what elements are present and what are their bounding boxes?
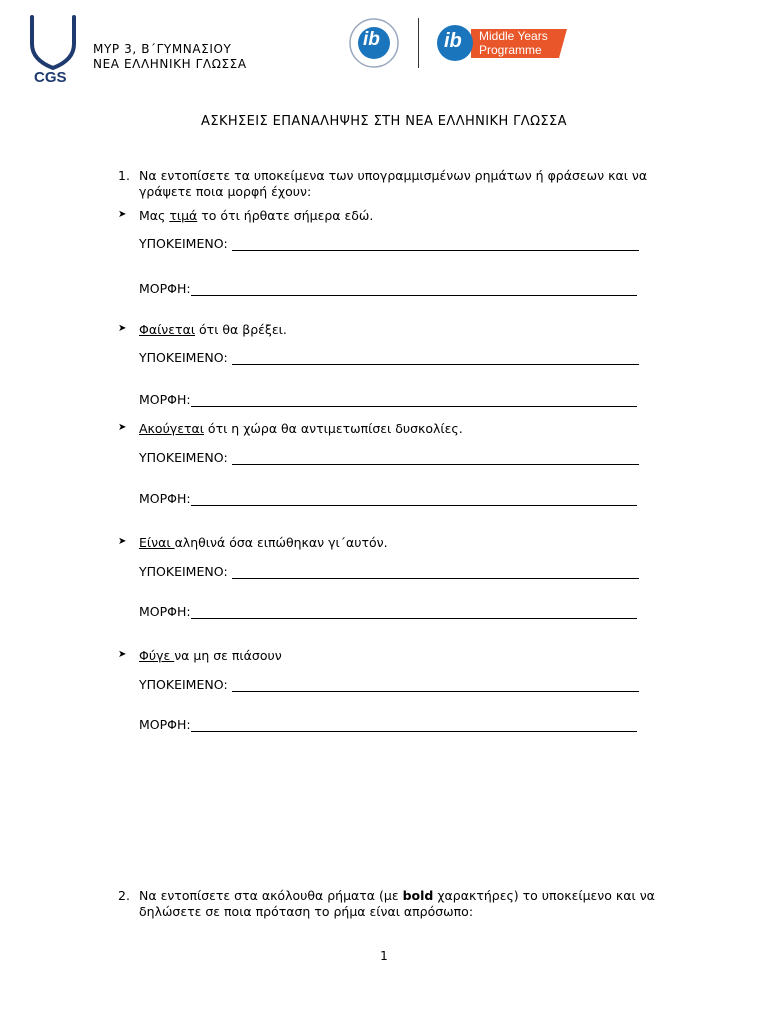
underlined-verb: Φαίνεται	[139, 322, 196, 337]
subject-field[interactable]	[139, 564, 639, 579]
answer-line[interactable]	[232, 451, 639, 465]
subject-label: ΥΠΟΚΕΙΜΕΝΟ:	[139, 350, 232, 365]
form-field[interactable]	[139, 281, 637, 296]
subject-field[interactable]	[139, 236, 639, 251]
school-logo	[28, 14, 78, 88]
myp-logo-letters: ib	[444, 30, 462, 52]
subject-label: ΥΠΟΚΕΙΜΕΝΟ:	[139, 564, 232, 579]
header-subject: ΝΕΑ ΕΛΛΗΝΙΚΗ ΓΛΩΣΣΑ	[93, 57, 247, 71]
arrow-bullet-icon: ➤	[118, 536, 127, 547]
shield-icon	[28, 14, 78, 70]
answer-line[interactable]	[191, 605, 637, 619]
form-field[interactable]	[139, 491, 637, 506]
sentence-post: να μη σε πιάσουν	[174, 648, 282, 663]
form-label: ΜΟΡΦΗ:	[139, 717, 191, 732]
underlined-verb: Ακούγεται	[139, 421, 204, 436]
arrow-bullet-icon: ➤	[118, 323, 127, 334]
question-1	[118, 168, 678, 202]
question-text: Να εντοπίσετε τα υποκείμενα των υπογραμμισμένων ρημάτων ή φράσεων και να γράψετε ποια μορφή έχουν:	[139, 168, 648, 199]
form-label: ΜΟΡΦΗ:	[139, 604, 191, 619]
question-number: 2.	[118, 888, 130, 903]
form-label: ΜΟΡΦΗ:	[139, 392, 191, 407]
form-field[interactable]	[139, 392, 637, 407]
form-label: ΜΟΡΦΗ:	[139, 281, 191, 296]
arrow-bullet-icon: ➤	[118, 209, 127, 220]
sentence-post: ότι η χώρα θα αντιμετωπίσει δυσκολίες.	[203, 421, 463, 436]
page-number: 1	[380, 949, 388, 963]
answer-line[interactable]	[191, 393, 637, 407]
bold-word: bold	[402, 888, 434, 903]
sentence-post: το ότι ήρθατε σήμερα εδώ.	[197, 208, 374, 223]
answer-line[interactable]	[232, 351, 639, 365]
ib-myp-logo	[437, 24, 569, 64]
form-field[interactable]	[139, 717, 637, 732]
sentence-post: ότι θα βρέξει.	[195, 322, 287, 337]
school-logo-text: CGS	[34, 69, 67, 86]
ib-world-school-seal	[348, 17, 400, 69]
header-course: ΜΥΡ 3, Β΄ΓΥΜΝΑΣΙΟΥ	[93, 42, 232, 56]
subject-label: ΥΠΟΚΕΙΜΕΝΟ:	[139, 236, 232, 251]
sentence-pre: Μας	[139, 208, 170, 223]
subject-label: ΥΠΟΚΕΙΜΕΝΟ:	[139, 677, 232, 692]
subject-field[interactable]	[139, 677, 639, 692]
myp-line1: Middle Years	[479, 29, 548, 43]
subject-field[interactable]	[139, 450, 639, 465]
question-number: 1.	[118, 168, 130, 183]
underlined-verb: Φύγε	[139, 648, 175, 663]
arrow-bullet-icon: ➤	[118, 422, 127, 433]
form-label: ΜΟΡΦΗ:	[139, 491, 191, 506]
subject-label: ΥΠΟΚΕΙΜΕΝΟ:	[139, 450, 232, 465]
answer-line[interactable]	[232, 237, 639, 251]
myp-line2: Programme	[479, 43, 542, 57]
logo-divider	[418, 18, 419, 68]
answer-line[interactable]	[191, 282, 637, 296]
answer-line[interactable]	[191, 718, 637, 732]
question-2	[118, 888, 678, 922]
form-field[interactable]	[139, 604, 637, 619]
subject-field[interactable]	[139, 350, 639, 365]
answer-line[interactable]	[191, 492, 637, 506]
question-text-after: χαρακτήρες) το υποκείμενο και να δηλώσετε σε ποια πρόταση το ρήμα είναι απρόσωπο:	[139, 888, 655, 919]
arrow-bullet-icon: ➤	[118, 649, 127, 660]
sentence-post: αληθινά όσα ειπώθηκαν γι΄αυτόν.	[174, 535, 388, 550]
underlined-verb: Είναι	[139, 535, 175, 550]
document-title: ΑΣΚΗΣΕΙΣ ΕΠΑΝΑΛΗΨΗΣ ΣΤΗ ΝΕΑ ΕΛΛΗΝΙΚΗ ΓΛΩΣΣΑ	[201, 114, 567, 129]
underlined-verb: τιμά	[169, 208, 198, 223]
answer-line[interactable]	[232, 565, 639, 579]
answer-line[interactable]	[232, 678, 639, 692]
ib-seal-letters: ib	[363, 29, 380, 50]
question-text-before: Να εντοπίσετε στα ακόλουθα ρήματα (με	[139, 888, 403, 903]
